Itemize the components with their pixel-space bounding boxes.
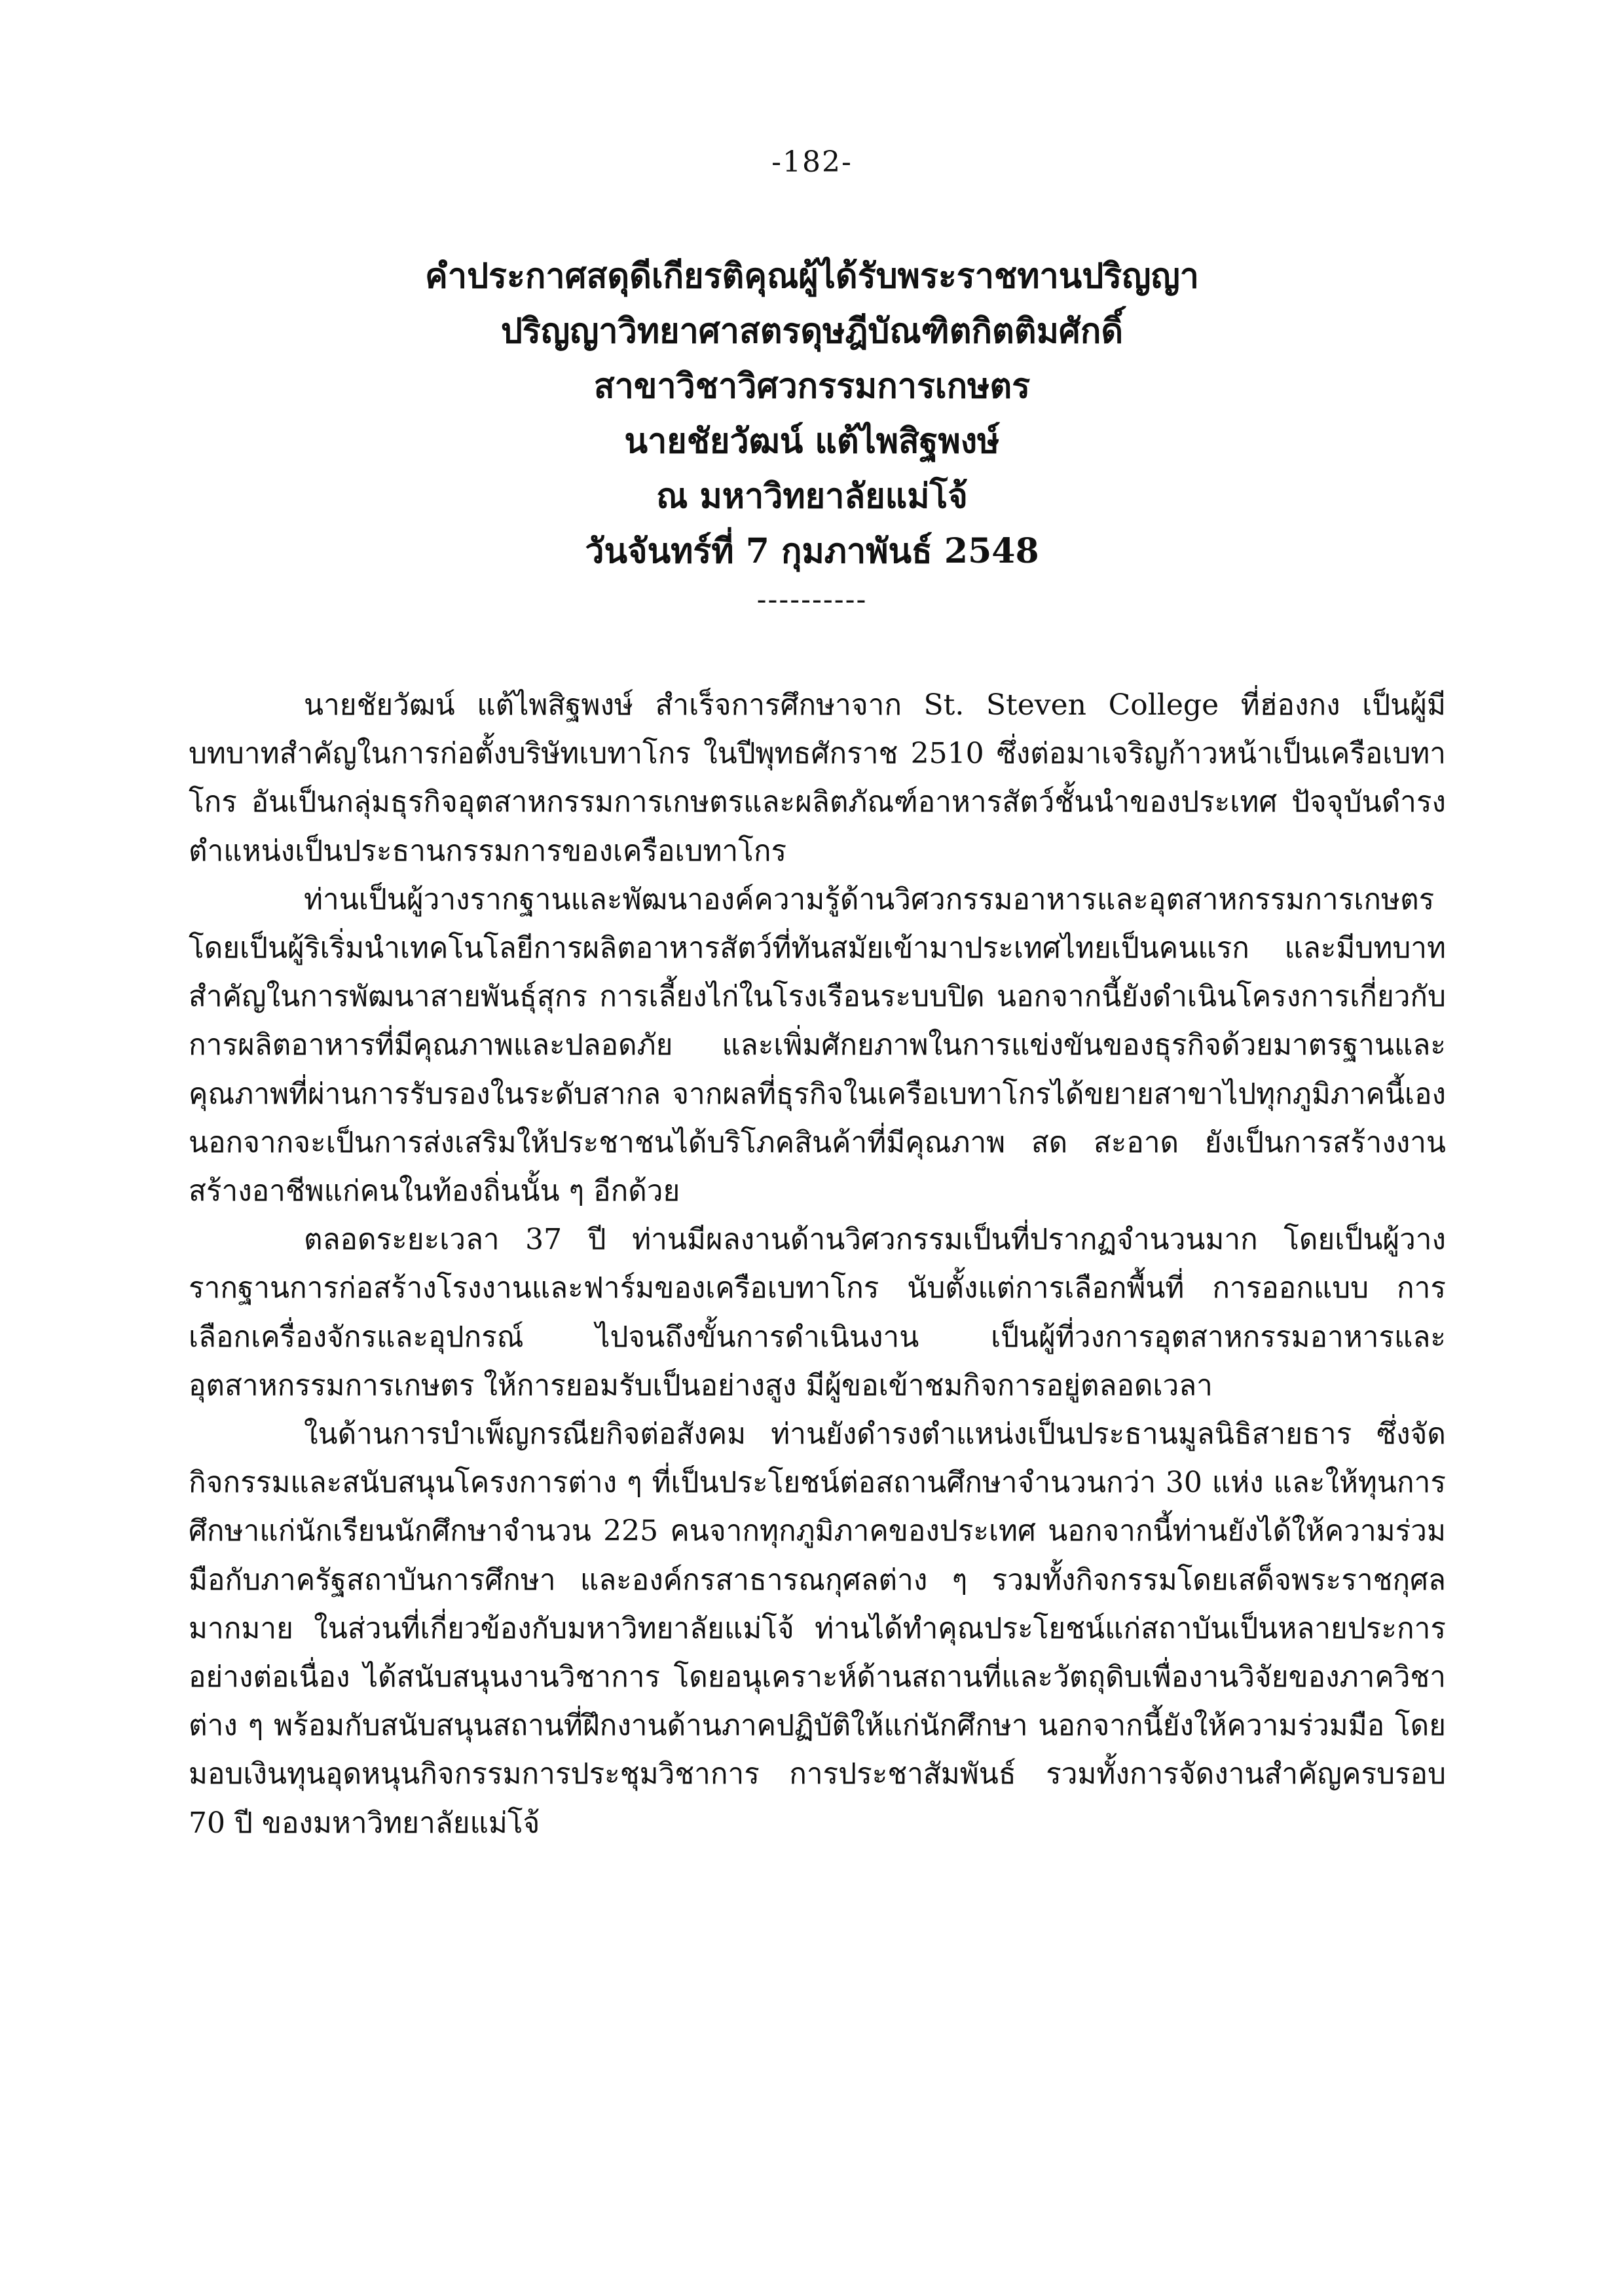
page-number: -182-: [771, 145, 853, 179]
paragraph-1: นายชัยวัฒน์ แต้ไพสิฐพงษ์ สำเร็จการศึกษาจาก St. Steven College ที่ฮ่องกง เป็นผู้มีบทบาทสำคัญในการก่อตั้งบริษัทเบทาโกร ในปีพุทธศักราช 2510 ซึ่งต่อมาเจริญก้าวหน้าเป็นเครือเบทาโกร อันเป็นกลุ่มธุรกิจอุตสาหกรรมการเกษตรและผลิตภัณฑ์อาหารสัตว์ชั้นนำของประเทศ ปัจจุบันดำรงตำแหน่งเป็นประธานกรรมการของเครือเบทาโกร: [189, 688, 1446, 868]
paragraph-3: ตลอดระยะเวลา 37 ปี ท่านมีผลงานด้านวิศวกรรมเป็นที่ปรากฏจำนวนมาก โดยเป็นผู้วางรากฐานการก่อสร้างโรงงานและฟาร์มของเครือเบทาโกร นับตั้งแต่การเลือกพื้นที่ การออกแบบ การเลือกเครื่องจักรและอุปกรณ์ ไปจนถึงขั้นการดำเนินงาน เป็นผู้ที่วงการอุตสาหกรรมอาหารและอุตสาหกรรมการเกษตร ให้การยอมรับเป็นอย่างสูง มีผู้ขอเข้าชมกิจการอยู่ตลอดเวลา: [189, 1223, 1446, 1402]
title-line-3: สาขาวิชาวิศวกรรมการเกษตร: [593, 366, 1031, 406]
title-line-6: วันจันทร์ที่ 7 กุมภาพันธ์ 2548: [585, 531, 1039, 571]
title-divider: ----------: [756, 583, 868, 616]
paragraph-4: ในด้านการบำเพ็ญกรณียกิจต่อสังคม ท่านยังดำรงตำแหน่งเป็นประธานมูลนิธิสายธาร ซึ่งจัดกิจกรรมและสนับสนุนโครงการต่าง ๆ ที่เป็นประโยชน์ต่อสถานศึกษาจำนวนกว่า 30 แห่ง และให้ทุนการศึกษาแก่นักเรียนนักศึกษาจำนวน 225 คนจากทุกภูมิภาคของประเทศ นอกจากนี้ท่านยังได้ให้ความร่วมมือกับภาครัฐสถาบันการศึกษา และองค์กรสาธารณกุศลต่าง ๆ รวมทั้งกิจกรรมโดยเสด็จพระราชกุศลมากมาย ในส่วนที่เกี่ยวข้องกับมหาวิทยาลัยแม่โจ้ ท่านได้ทำคุณประโยชน์แก่สถาบันเป็นหลายประการอย่างต่อเนื่อง ได้สนับสนุนงานวิชาการ โดยอนุเคราะห์ด้านสถานที่และวัตถุดิบเพื่องานวิจัยของภาควิชาต่าง ๆ พร้อมกับสนับสนุนสถานที่ฝึกงานด้านภาคปฏิบัติให้แก่นักศึกษา นอกจากนี้ยังให้ความร่วมมือ โดยมอบเงินทุนอุดหนุนกิจกรรมการประชุมวิชาการ การประชาสัมพันธ์ รวมทั้งการจัดงานสำคัญครบรอบ 70 ปี ของมหาวิทยาลัยแม่โจ้: [189, 1417, 1446, 1840]
body-text: [189, 681, 1446, 1848]
title-line-2: ปริญญาวิทยาศาสตรดุษฎีบัณฑิตกิตติมศักดิ์: [500, 311, 1124, 351]
title-line-5: ณ มหาวิทยาลัยแม่โจ้: [656, 476, 968, 516]
paragraph-2: ท่านเป็นผู้วางรากฐานและพัฒนาองค์ความรู้ด้านวิศวกรรมอาหารและอุตสาหกรรมการเกษตร โดยเป็นผู้ริเริ่มนำเทคโนโลยีการผลิตอาหารสัตว์ที่ทันสมัยเข้ามาประเทศไทยเป็นคนแรก และมีบทบาทสำคัญในการพัฒนาสายพันธุ์สุกร การเลี้ยงไก่ในโรงเรือนระบบปิด นอกจากนี้ยังดำเนินโครงการเกี่ยวกับการผลิตอาหารที่มีคุณภาพและปลอดภัย และเพิ่มศักยภาพในการแข่งขันของธุรกิจด้วยมาตรฐานและคุณภาพที่ผ่านการรับรองในระดับสากล จากผลที่ธุรกิจในเครือเบทาโกรได้ขยายสาขาไปทุกภูมิภาคนี้เอง นอกจากจะเป็นการส่งเสริมให้ประชาชนได้บริโภคสินค้าที่มีคุณภาพ สด สะอาด ยังเป็นการสร้างงานสร้างอาชีพแก่คนในท้องถิ่นนั้น ๆ อีกด้วย: [189, 882, 1446, 1208]
title-line-4: นายชัยวัฒน์ แต้ไพสิฐพงษ์: [624, 421, 1000, 461]
title-block: [0, 249, 1624, 618]
title-line-1: คำประกาศสดุดีเกียรติคุณผู้ได้รับพระราชทานปริญญา: [425, 256, 1199, 296]
